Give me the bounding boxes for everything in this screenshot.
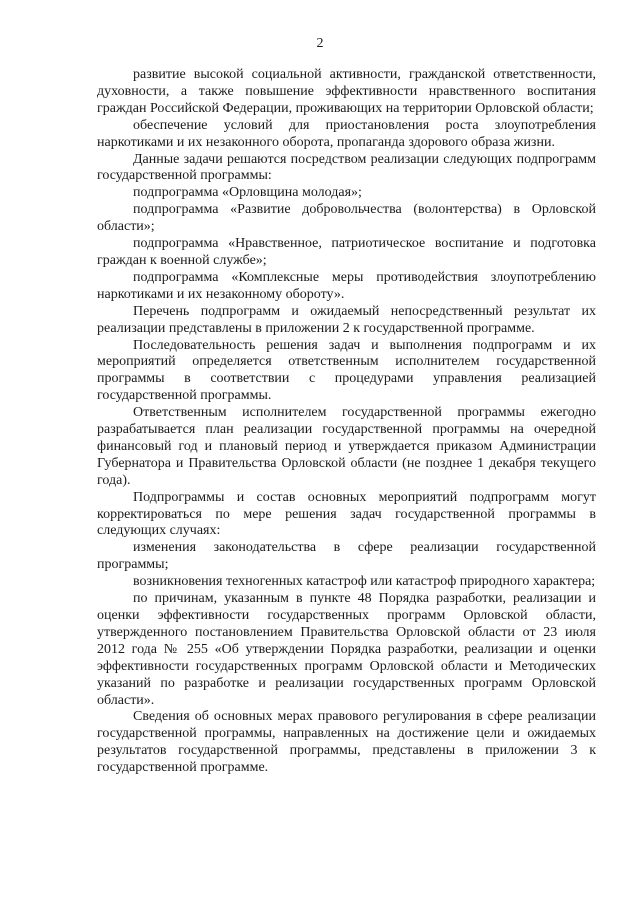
- paragraph-adjustment: Подпрограммы и состав основных мероприятий подпрограмм могут корректироваться по мере решения задач государственной программы в следующих случаях:: [97, 489, 596, 539]
- paragraph-social-activity: развитие высокой социальной активности, гражданской ответственности, духовности, а также повышение эффективности нравственного воспитания граждан Российской Федерации, проживающих на территории Орловской области;: [97, 67, 596, 116]
- paragraph-tasks-solved: Данные задачи решаются посредством реализации следующих подпрограмм государственной программы:: [97, 151, 596, 184]
- page-number: 2: [316, 36, 324, 51]
- paragraph-drug-prevention: обеспечение условий для приостановления роста злоупотребления наркотиками и их незаконного оборота, пропаганда здорового образа жизни.: [97, 117, 596, 150]
- paragraph-legal-regulation: Сведения об основных мерах правового регулирования в сфере реализации государственной программы, направленных на достижение цели и ожидаемых результатов государственной программы, представлены в приложении 3 к государственной программе.: [97, 709, 596, 776]
- paragraph-subprogram-youth: подпрограмма «Орловщина молодая»;: [133, 185, 362, 201]
- paragraph-case-order: по причинам, указанным в пункте 48 Порядка разработки, реализации и оценки эффективности государственных программ Орловской области, утвержденного постановлением Правительства Орловской области от 23 июля 2012 года № 255 «Об утверждении Порядка разработки, реализации и оценки эффективности государственных программ Орловской области и Методических указаний по разработке и реализации государственных программ Орловской области».: [97, 591, 596, 708]
- paragraph-subprogram-anti-drug: подпрограмма «Комплексные меры противодействия злоупотреблению наркотиками и их незаконному обороту».: [97, 269, 596, 302]
- paragraph-sequence: Последовательность решения задач и выполнения подпрограмм и их мероприятий определяется ответственным исполнителем государственной программы в соответствии с процедурами управления реализацией государственной программы.: [97, 337, 596, 404]
- paragraph-case-legislation: изменения законодательства в сфере реализации государственной программы;: [97, 540, 596, 573]
- paragraph-case-disasters: возникновения техногенных катастроф или катастроф природного характера;: [133, 574, 596, 590]
- paragraph-subprogram-volunteering: подпрограмма «Развитие добровольчества (волонтерства) в Орловской области»;: [97, 202, 596, 235]
- paragraph-subprogram-patriotic: подпрограмма «Нравственное, патриотическое воспитание и подготовка граждан к военной службе»;: [97, 236, 596, 268]
- paragraph-annual-plan: Ответственным исполнителем государственной программы ежегодно разрабатывается план реализации государственной программы на очередной финансовый год и плановый период и утверждается приказом Администрации Губернатора и Правительства Орловской области (не позднее 1 декабря текущего года).: [97, 405, 596, 488]
- document-body: [97, 67, 596, 777]
- paragraph-subprogram-list: Перечень подпрограмм и ожидаемый непосредственный результат их реализации представлены в приложении 2 к государственной программе.: [97, 303, 596, 336]
